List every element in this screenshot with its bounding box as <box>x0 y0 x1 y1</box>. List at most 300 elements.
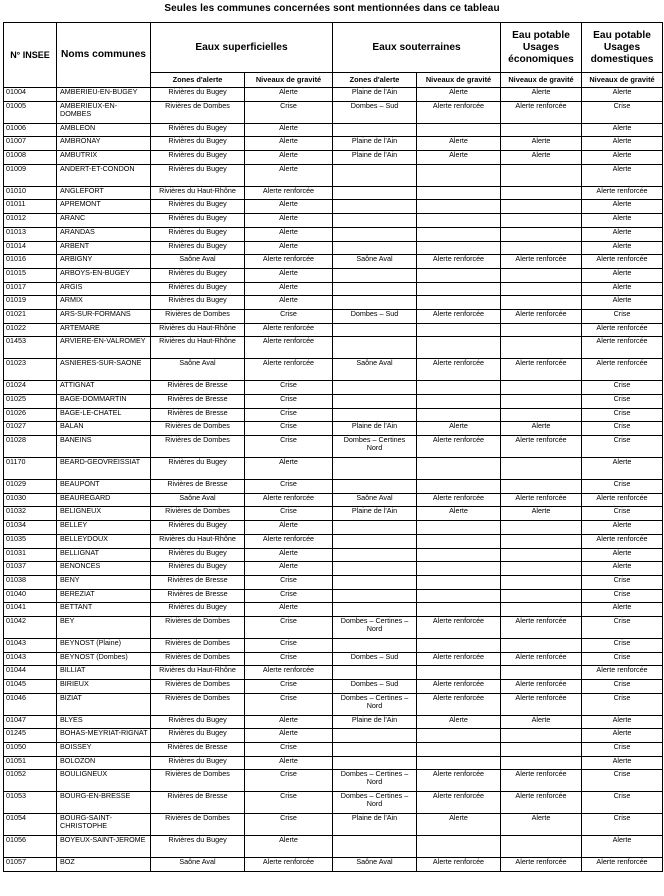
table-row <box>4 359 663 381</box>
niveau-sout-cell <box>417 603 501 617</box>
niveau-sout-cell: Alerte <box>417 88 501 102</box>
insee-cell: 01041 <box>4 603 57 617</box>
header-eau-potable-domestiques: Eau potable Usages domestiques <box>582 23 663 73</box>
niveau-sup-cell: Alerte <box>245 521 333 535</box>
commune-cell: BOHAS-MEYRIAT-RIGNAT <box>57 729 151 743</box>
table-row <box>4 715 663 729</box>
niveau-sout-cell <box>417 521 501 535</box>
insee-cell: 01016 <box>4 255 57 269</box>
niveau-sup-cell: Crise <box>245 395 333 409</box>
niveau-eco-cell <box>501 589 582 603</box>
table-row <box>4 638 663 652</box>
table-row <box>4 693 663 715</box>
zone-sout-cell <box>333 562 417 576</box>
zone-sout-cell <box>333 268 417 282</box>
niveau-sout-cell: Alerte <box>417 715 501 729</box>
header-insee: N° INSEE <box>4 23 57 88</box>
commune-cell: AMBLEON <box>57 123 151 137</box>
niveau-sup-cell: Alerte renforcée <box>245 337 333 359</box>
commune-cell: APREMONT <box>57 200 151 214</box>
commune-cell: BOURG-EN-BRESSE <box>57 792 151 814</box>
niveau-sout-cell: Alerte <box>417 507 501 521</box>
niveau-eco-cell <box>501 241 582 255</box>
commune-cell: ANDERT-ET-CONDON <box>57 164 151 186</box>
zone-sup-cell: Rivières du Bugey <box>151 836 245 858</box>
niveau-eco-cell <box>501 186 582 200</box>
zone-sup-cell: Rivières de Bresse <box>151 480 245 494</box>
niveau-sout-cell: Alerte renforcée <box>417 693 501 715</box>
niveau-sup-cell: Crise <box>245 507 333 521</box>
commune-cell: BELLEY <box>57 521 151 535</box>
commune-cell: BIZIAT <box>57 693 151 715</box>
niveau-sup-cell: Alerte renforcée <box>245 186 333 200</box>
niveau-sout-cell <box>417 323 501 337</box>
commune-cell: BOULIGNEUX <box>57 770 151 792</box>
niveau-sup-cell: Alerte <box>245 282 333 296</box>
niveau-sout-cell <box>417 458 501 480</box>
table-row <box>4 255 663 269</box>
niveau-eco-cell <box>501 123 582 137</box>
niveau-sup-cell: Crise <box>245 814 333 836</box>
zone-sout-cell <box>333 381 417 395</box>
zone-sup-cell: Rivières du Bugey <box>151 227 245 241</box>
insee-cell: 01013 <box>4 227 57 241</box>
insee-cell: 01004 <box>4 88 57 102</box>
niveau-dom-cell: Alerte renforcée <box>582 323 663 337</box>
niveau-dom-cell: Crise <box>582 814 663 836</box>
niveau-dom-cell: Alerte <box>582 836 663 858</box>
insee-cell: 01043 <box>4 638 57 652</box>
table-row <box>4 296 663 310</box>
table-row <box>4 521 663 535</box>
niveau-eco-cell: Alerte renforcée <box>501 693 582 715</box>
zone-sup-cell: Rivières de Bresse <box>151 589 245 603</box>
niveau-sup-cell: Alerte renforcée <box>245 493 333 507</box>
zone-sout-cell: Dombes – Certines – Nord <box>333 770 417 792</box>
zone-sout-cell <box>333 200 417 214</box>
niveau-eco-cell: Alerte renforcée <box>501 493 582 507</box>
commune-cell: ANGLEFORT <box>57 186 151 200</box>
niveau-eco-cell: Alerte <box>501 422 582 436</box>
table-row <box>4 743 663 757</box>
insee-cell: 01023 <box>4 359 57 381</box>
niveau-sup-cell: Alerte <box>245 227 333 241</box>
niveau-sout-cell: Alerte <box>417 814 501 836</box>
table-row <box>4 493 663 507</box>
insee-cell: 01057 <box>4 858 57 872</box>
niveau-sup-cell: Alerte <box>245 214 333 228</box>
commune-cell: BEARD-GEOVREISSIAT <box>57 458 151 480</box>
niveau-dom-cell: Crise <box>582 575 663 589</box>
zone-sup-cell: Rivières du Bugey <box>151 603 245 617</box>
niveau-eco-cell <box>501 214 582 228</box>
insee-cell: 01035 <box>4 534 57 548</box>
table-row <box>4 548 663 562</box>
niveau-dom-cell: Alerte renforcée <box>582 534 663 548</box>
niveau-sout-cell <box>417 480 501 494</box>
table-row <box>4 309 663 323</box>
insee-cell: 01024 <box>4 381 57 395</box>
subheader-niveaux-dom: Niveaux de gravité <box>582 73 663 88</box>
commune-cell: ATTIGNAT <box>57 381 151 395</box>
niveau-dom-cell: Crise <box>582 792 663 814</box>
table-row <box>4 436 663 458</box>
insee-cell: 01043 <box>4 652 57 666</box>
insee-cell: 01042 <box>4 616 57 638</box>
niveau-sup-cell: Crise <box>245 589 333 603</box>
niveau-sout-cell <box>417 268 501 282</box>
niveau-sup-cell: Alerte <box>245 151 333 165</box>
niveau-eco-cell <box>501 575 582 589</box>
niveau-dom-cell: Crise <box>582 770 663 792</box>
commune-cell: AMBRONAY <box>57 137 151 151</box>
commune-cell: AMBERIEUX-EN-DOMBES <box>57 101 151 123</box>
header-noms: Noms communes <box>57 23 151 88</box>
zone-sout-cell <box>333 575 417 589</box>
niveau-eco-cell: Alerte <box>501 715 582 729</box>
insee-cell: 01032 <box>4 507 57 521</box>
niveau-eco-cell <box>501 521 582 535</box>
niveau-dom-cell: Crise <box>582 693 663 715</box>
insee-cell: 01029 <box>4 480 57 494</box>
niveau-sup-cell: Alerte <box>245 241 333 255</box>
niveau-dom-cell: Crise <box>582 652 663 666</box>
table-row <box>4 137 663 151</box>
commune-cell: BALAN <box>57 422 151 436</box>
zone-sup-cell: Saône Aval <box>151 255 245 269</box>
commune-cell: BENY <box>57 575 151 589</box>
table-row <box>4 241 663 255</box>
insee-cell: 01044 <box>4 666 57 680</box>
niveau-dom-cell: Alerte <box>582 123 663 137</box>
zone-sout-cell <box>333 408 417 422</box>
zone-sup-cell: Rivières de Dombes <box>151 436 245 458</box>
niveau-sout-cell: Alerte renforcée <box>417 770 501 792</box>
zone-sup-cell: Saône Aval <box>151 493 245 507</box>
niveau-eco-cell: Alerte <box>501 151 582 165</box>
zone-sout-cell: Plaine de l'Ain <box>333 715 417 729</box>
niveau-dom-cell: Crise <box>582 422 663 436</box>
niveau-sout-cell <box>417 296 501 310</box>
zone-sout-cell <box>333 458 417 480</box>
zone-sout-cell: Dombes – Certines – Nord <box>333 616 417 638</box>
zone-sup-cell: Rivières de Bresse <box>151 792 245 814</box>
niveau-sup-cell: Crise <box>245 381 333 395</box>
zone-sout-cell <box>333 282 417 296</box>
zone-sup-cell: Rivières du Bugey <box>151 137 245 151</box>
commune-cell: AMBUTRIX <box>57 151 151 165</box>
insee-cell: 01011 <box>4 200 57 214</box>
niveau-dom-cell: Crise <box>582 408 663 422</box>
niveau-sup-cell: Crise <box>245 743 333 757</box>
insee-cell: 01056 <box>4 836 57 858</box>
zone-sup-cell: Rivières de Bresse <box>151 575 245 589</box>
zone-sout-cell <box>333 589 417 603</box>
niveau-sout-cell: Alerte renforcée <box>417 493 501 507</box>
niveau-eco-cell <box>501 337 582 359</box>
commune-cell: ARBENT <box>57 241 151 255</box>
niveau-eco-cell <box>501 200 582 214</box>
commune-cell: ARBOYS-EN-BUGEY <box>57 268 151 282</box>
niveau-eco-cell: Alerte renforcée <box>501 652 582 666</box>
zone-sout-cell: Dombes – Sud <box>333 652 417 666</box>
zone-sout-cell <box>333 548 417 562</box>
niveau-eco-cell: Alerte <box>501 88 582 102</box>
header-row-main <box>4 23 663 73</box>
niveau-eco-cell <box>501 458 582 480</box>
table-row <box>4 589 663 603</box>
zone-sup-cell: Rivières du Bugey <box>151 268 245 282</box>
commune-cell: BLYES <box>57 715 151 729</box>
commune-cell: ARVIERE-EN-VALROMEY <box>57 337 151 359</box>
zone-sup-cell: Rivières de Dombes <box>151 814 245 836</box>
insee-cell: 01017 <box>4 282 57 296</box>
insee-cell: 01012 <box>4 214 57 228</box>
niveau-dom-cell: Alerte <box>582 241 663 255</box>
niveau-eco-cell: Alerte <box>501 137 582 151</box>
insee-cell: 01005 <box>4 101 57 123</box>
zone-sout-cell <box>333 227 417 241</box>
commune-cell: BOYEUX-SAINT-JEROME <box>57 836 151 858</box>
niveau-eco-cell <box>501 756 582 770</box>
niveau-sup-cell: Alerte <box>245 715 333 729</box>
commune-cell: BAGE-DOMMARTIN <box>57 395 151 409</box>
insee-cell: 01009 <box>4 164 57 186</box>
zone-sup-cell: Rivières de Dombes <box>151 507 245 521</box>
commune-cell: BIRIEUX <box>57 680 151 694</box>
insee-cell: 01006 <box>4 123 57 137</box>
table-row <box>4 792 663 814</box>
zone-sup-cell: Rivières du Haut-Rhône <box>151 186 245 200</box>
commune-cell: BEY <box>57 616 151 638</box>
niveau-sup-cell: Alerte <box>245 88 333 102</box>
niveau-dom-cell: Alerte <box>582 214 663 228</box>
zone-sup-cell: Rivières de Bresse <box>151 743 245 757</box>
niveau-dom-cell: Alerte <box>582 164 663 186</box>
zone-sout-cell: Plaine de l'Ain <box>333 137 417 151</box>
niveau-dom-cell: Alerte <box>582 756 663 770</box>
niveau-sout-cell: Alerte renforcée <box>417 101 501 123</box>
commune-cell: ARS-SUR-FORMANS <box>57 309 151 323</box>
niveau-sout-cell: Alerte renforcée <box>417 359 501 381</box>
niveau-eco-cell: Alerte <box>501 507 582 521</box>
niveau-sup-cell: Crise <box>245 792 333 814</box>
zone-sout-cell <box>333 756 417 770</box>
niveau-sout-cell <box>417 186 501 200</box>
niveau-eco-cell: Alerte renforcée <box>501 359 582 381</box>
zone-sup-cell: Rivières de Dombes <box>151 101 245 123</box>
niveau-dom-cell: Alerte <box>582 521 663 535</box>
commune-cell: BAGE-LE-CHATEL <box>57 408 151 422</box>
niveau-sout-cell <box>417 200 501 214</box>
insee-cell: 01015 <box>4 268 57 282</box>
commune-cell: BETTANT <box>57 603 151 617</box>
zone-sup-cell: Rivières du Bugey <box>151 88 245 102</box>
commune-cell: ARANDAS <box>57 227 151 241</box>
zone-sout-cell: Dombes – Sud <box>333 680 417 694</box>
niveau-eco-cell: Alerte renforcée <box>501 770 582 792</box>
niveau-eco-cell <box>501 666 582 680</box>
header-eaux-superficielles: Eaux superficielles <box>151 23 333 73</box>
niveau-dom-cell: Alerte <box>582 729 663 743</box>
niveau-eco-cell <box>501 729 582 743</box>
zone-sup-cell: Rivières de Bresse <box>151 395 245 409</box>
insee-cell: 01046 <box>4 693 57 715</box>
niveau-dom-cell: Alerte <box>582 548 663 562</box>
niveau-sup-cell: Crise <box>245 616 333 638</box>
niveau-sout-cell <box>417 589 501 603</box>
zone-sout-cell <box>333 337 417 359</box>
niveau-eco-cell: Alerte renforcée <box>501 858 582 872</box>
table-row <box>4 323 663 337</box>
zone-sout-cell: Saône Aval <box>333 359 417 381</box>
zone-sout-cell: Plaine de l'Ain <box>333 507 417 521</box>
niveau-dom-cell: Alerte renforcée <box>582 858 663 872</box>
zone-sout-cell: Saône Aval <box>333 255 417 269</box>
niveau-dom-cell: Alerte renforcée <box>582 359 663 381</box>
niveau-sup-cell: Crise <box>245 480 333 494</box>
niveau-sout-cell <box>417 575 501 589</box>
niveau-sout-cell <box>417 836 501 858</box>
table-row <box>4 680 663 694</box>
niveau-sout-cell <box>417 548 501 562</box>
commune-cell: BENONCES <box>57 562 151 576</box>
niveau-eco-cell: Alerte renforcée <box>501 616 582 638</box>
niveau-eco-cell <box>501 836 582 858</box>
niveau-eco-cell <box>501 164 582 186</box>
zone-sout-cell <box>333 534 417 548</box>
niveau-dom-cell: Crise <box>582 589 663 603</box>
table-row <box>4 214 663 228</box>
niveau-eco-cell <box>501 603 582 617</box>
commune-cell: BEREZIAT <box>57 589 151 603</box>
commune-cell: BOZ <box>57 858 151 872</box>
insee-cell: 01040 <box>4 589 57 603</box>
subheader-niveaux-eco: Niveaux de gravité <box>501 73 582 88</box>
zone-sout-cell <box>333 395 417 409</box>
insee-cell: 01245 <box>4 729 57 743</box>
zone-sup-cell: Rivières de Dombes <box>151 422 245 436</box>
niveau-sout-cell <box>417 214 501 228</box>
zone-sup-cell: Rivières du Bugey <box>151 123 245 137</box>
zone-sup-cell: Saône Aval <box>151 359 245 381</box>
table-row <box>4 395 663 409</box>
niveau-sup-cell: Crise <box>245 436 333 458</box>
insee-cell: 01053 <box>4 792 57 814</box>
niveau-dom-cell: Crise <box>582 381 663 395</box>
insee-cell: 01019 <box>4 296 57 310</box>
commune-cell: BOLOZON <box>57 756 151 770</box>
niveau-sout-cell <box>417 408 501 422</box>
zone-sup-cell: Rivières du Bugey <box>151 521 245 535</box>
niveau-eco-cell <box>501 282 582 296</box>
commune-cell: BANEINS <box>57 436 151 458</box>
subheader-zones-sup: Zones d'alerte <box>151 73 245 88</box>
insee-cell: 01170 <box>4 458 57 480</box>
commune-cell: ARTEMARE <box>57 323 151 337</box>
table-row <box>4 227 663 241</box>
zone-sup-cell: Rivières de Dombes <box>151 693 245 715</box>
niveau-sout-cell <box>417 282 501 296</box>
commune-cell: BEAUREGARD <box>57 493 151 507</box>
zone-sout-cell <box>333 123 417 137</box>
zone-sout-cell <box>333 638 417 652</box>
zone-sout-cell <box>333 729 417 743</box>
table-row <box>4 186 663 200</box>
zone-sup-cell: Rivières de Dombes <box>151 309 245 323</box>
table-row <box>4 408 663 422</box>
niveau-sup-cell: Alerte <box>245 268 333 282</box>
zone-sup-cell: Rivières du Bugey <box>151 241 245 255</box>
insee-cell: 01022 <box>4 323 57 337</box>
niveau-eco-cell <box>501 408 582 422</box>
subheader-niveaux-sup: Niveaux de gravité <box>245 73 333 88</box>
insee-cell: 01028 <box>4 436 57 458</box>
subheader-niveaux-sout: Niveaux de gravité <box>417 73 501 88</box>
zone-sout-cell <box>333 666 417 680</box>
zone-sup-cell: Rivières du Bugey <box>151 715 245 729</box>
commune-cell: AMBERIEU-EN-BUGEY <box>57 88 151 102</box>
insee-cell: 01037 <box>4 562 57 576</box>
niveau-sup-cell: Alerte renforcée <box>245 666 333 680</box>
niveau-sup-cell: Alerte <box>245 296 333 310</box>
insee-cell: 01051 <box>4 756 57 770</box>
zone-sup-cell: Rivières du Haut-Rhône <box>151 337 245 359</box>
insee-cell: 01021 <box>4 309 57 323</box>
niveau-dom-cell: Crise <box>582 101 663 123</box>
table-row <box>4 200 663 214</box>
zone-sout-cell <box>333 323 417 337</box>
zone-sout-cell <box>333 480 417 494</box>
zone-sup-cell: Rivières du Haut-Rhône <box>151 534 245 548</box>
insee-cell: 01030 <box>4 493 57 507</box>
insee-cell: 01054 <box>4 814 57 836</box>
niveau-eco-cell: Alerte <box>501 814 582 836</box>
niveau-sup-cell: Alerte <box>245 458 333 480</box>
insee-cell: 01453 <box>4 337 57 359</box>
table-row <box>4 458 663 480</box>
zone-sout-cell <box>333 743 417 757</box>
commune-cell: BEYNOST (Plaine) <box>57 638 151 652</box>
insee-cell: 01052 <box>4 770 57 792</box>
table-row <box>4 756 663 770</box>
commune-cell: ARANC <box>57 214 151 228</box>
table-row <box>4 666 663 680</box>
niveau-sout-cell: Alerte renforcée <box>417 680 501 694</box>
table-row <box>4 282 663 296</box>
niveau-sup-cell: Alerte <box>245 123 333 137</box>
zone-sout-cell: Dombes – Sud <box>333 101 417 123</box>
niveau-eco-cell <box>501 548 582 562</box>
commune-cell: BEAUPONT <box>57 480 151 494</box>
niveau-dom-cell: Alerte renforcée <box>582 493 663 507</box>
zone-sup-cell: Rivières de Bresse <box>151 408 245 422</box>
niveau-dom-cell: Alerte <box>582 562 663 576</box>
niveau-sout-cell <box>417 729 501 743</box>
zone-sup-cell: Rivières de Dombes <box>151 652 245 666</box>
niveau-dom-cell: Alerte renforcée <box>582 186 663 200</box>
niveau-eco-cell: Alerte renforcée <box>501 680 582 694</box>
niveau-eco-cell: Alerte renforcée <box>501 792 582 814</box>
niveau-sout-cell <box>417 395 501 409</box>
niveau-sout-cell <box>417 123 501 137</box>
niveau-sup-cell: Alerte <box>245 548 333 562</box>
header-eau-potable-economiques: Eau potable Usages économiques <box>501 23 582 73</box>
niveau-sup-cell: Alerte renforcée <box>245 534 333 548</box>
niveau-dom-cell: Crise <box>582 309 663 323</box>
niveau-eco-cell <box>501 534 582 548</box>
insee-cell: 01031 <box>4 548 57 562</box>
